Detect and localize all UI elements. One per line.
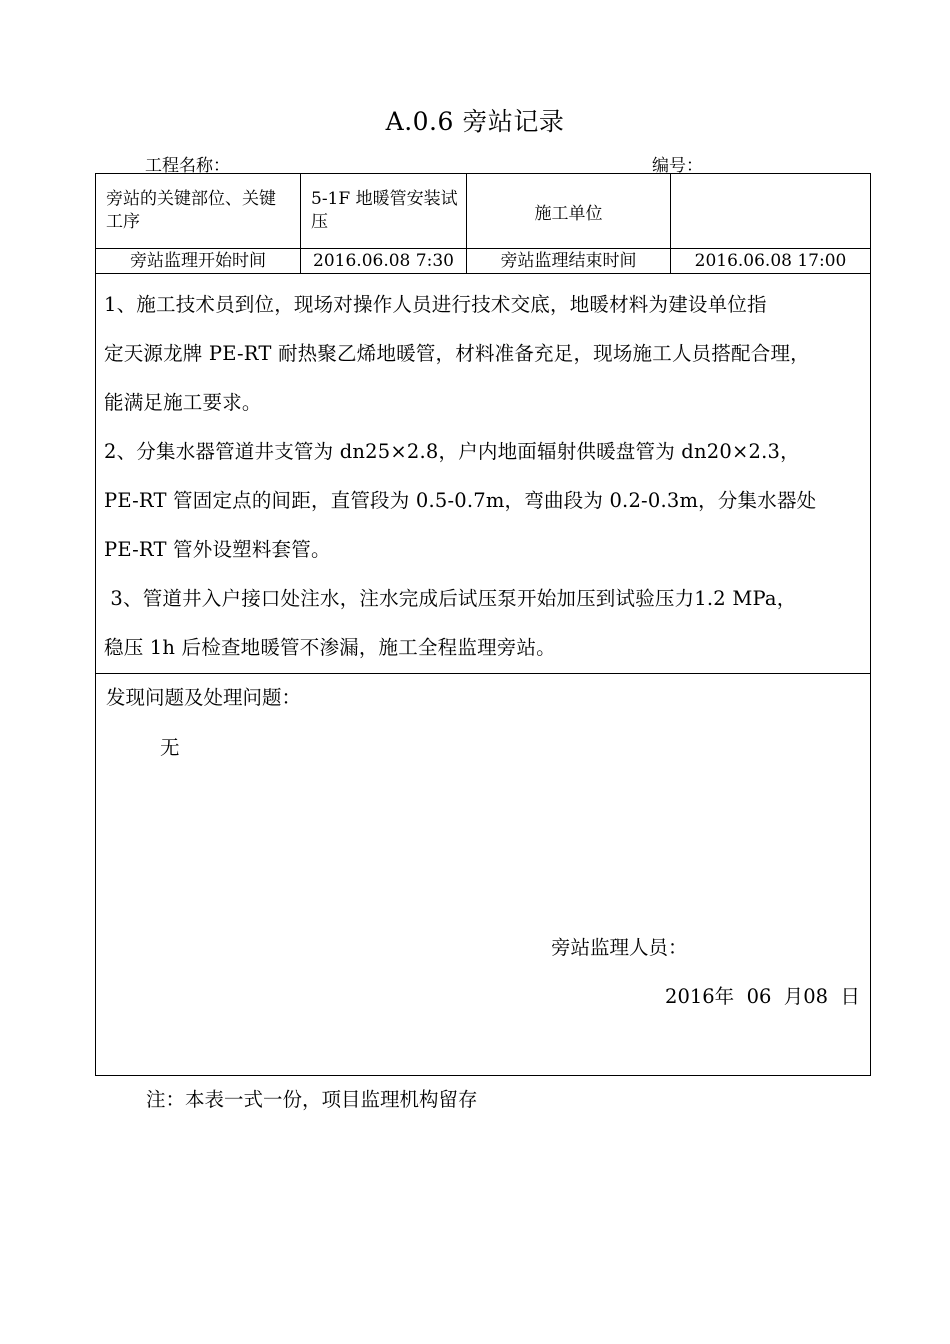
record-table [95,173,871,1076]
table-row [96,249,871,274]
content-line: 稳压 1h 后检查地暖管不渗漏，施工全程监理旁站。 [104,636,556,659]
content-line: 定天源龙牌 PE-RT 耐热聚乙烯地暖管，材料准备充足，现场施工人员搭配合理， [104,342,810,365]
issues-value: 无 [160,736,180,759]
content-line: 1、施工技术员到位，现场对操作人员进行技术交底，地暖材料为建设单位指 [104,293,767,316]
record-date: 2016年 06 月08 日 [665,985,860,1008]
construction-unit-value [671,174,871,249]
end-time-value: 2016.06.08 17:00 [671,249,871,274]
end-time-label: 旁站监理结束时间 [467,249,671,274]
table-row [96,674,871,1076]
key-position-label: 旁站的关键部位、关键工序 [96,174,301,249]
issues-label: 发现问题及处理问题： [106,686,302,709]
project-name-label: 工程名称： [145,156,230,176]
supervision-content-cell [96,274,871,674]
construction-unit-label: 施工单位 [467,174,671,249]
key-position-value: 5-1F 地暖管安装试压 [301,174,467,249]
start-time-value: 2016.06.08 7:30 [301,249,467,274]
start-time-label: 旁站监理开始时间 [96,249,301,274]
table-row [96,174,871,249]
issues-cell [96,674,871,1076]
supervision-content [96,274,870,672]
content-line: PE-RT 管固定点的间距，直管段为 0.5-0.7m，弯曲段为 0.2-0.3m，分集水器处 [104,489,817,512]
content-line: 能满足施工要求。 [104,391,262,414]
page-title: A.0.6 旁站记录 [385,107,565,136]
content-line: 2、分集水器管道井支管为 dn25×2.8，户内地面辐射供暖盘管为 dn20×2.3， [104,440,800,463]
footer-note: 注：本表一式一份，项目监理机构留存 [146,1088,478,1111]
supervisor-label: 旁站监理人员： [551,936,688,959]
table-row [96,274,871,674]
number-label: 编号： [652,156,703,176]
content-line: 3、管道井入户接口处注水，注水完成后试压泵开始加压到试验压力1.2 MPa， [104,587,797,610]
content-line: PE-RT 管外设塑料套管。 [104,538,331,561]
